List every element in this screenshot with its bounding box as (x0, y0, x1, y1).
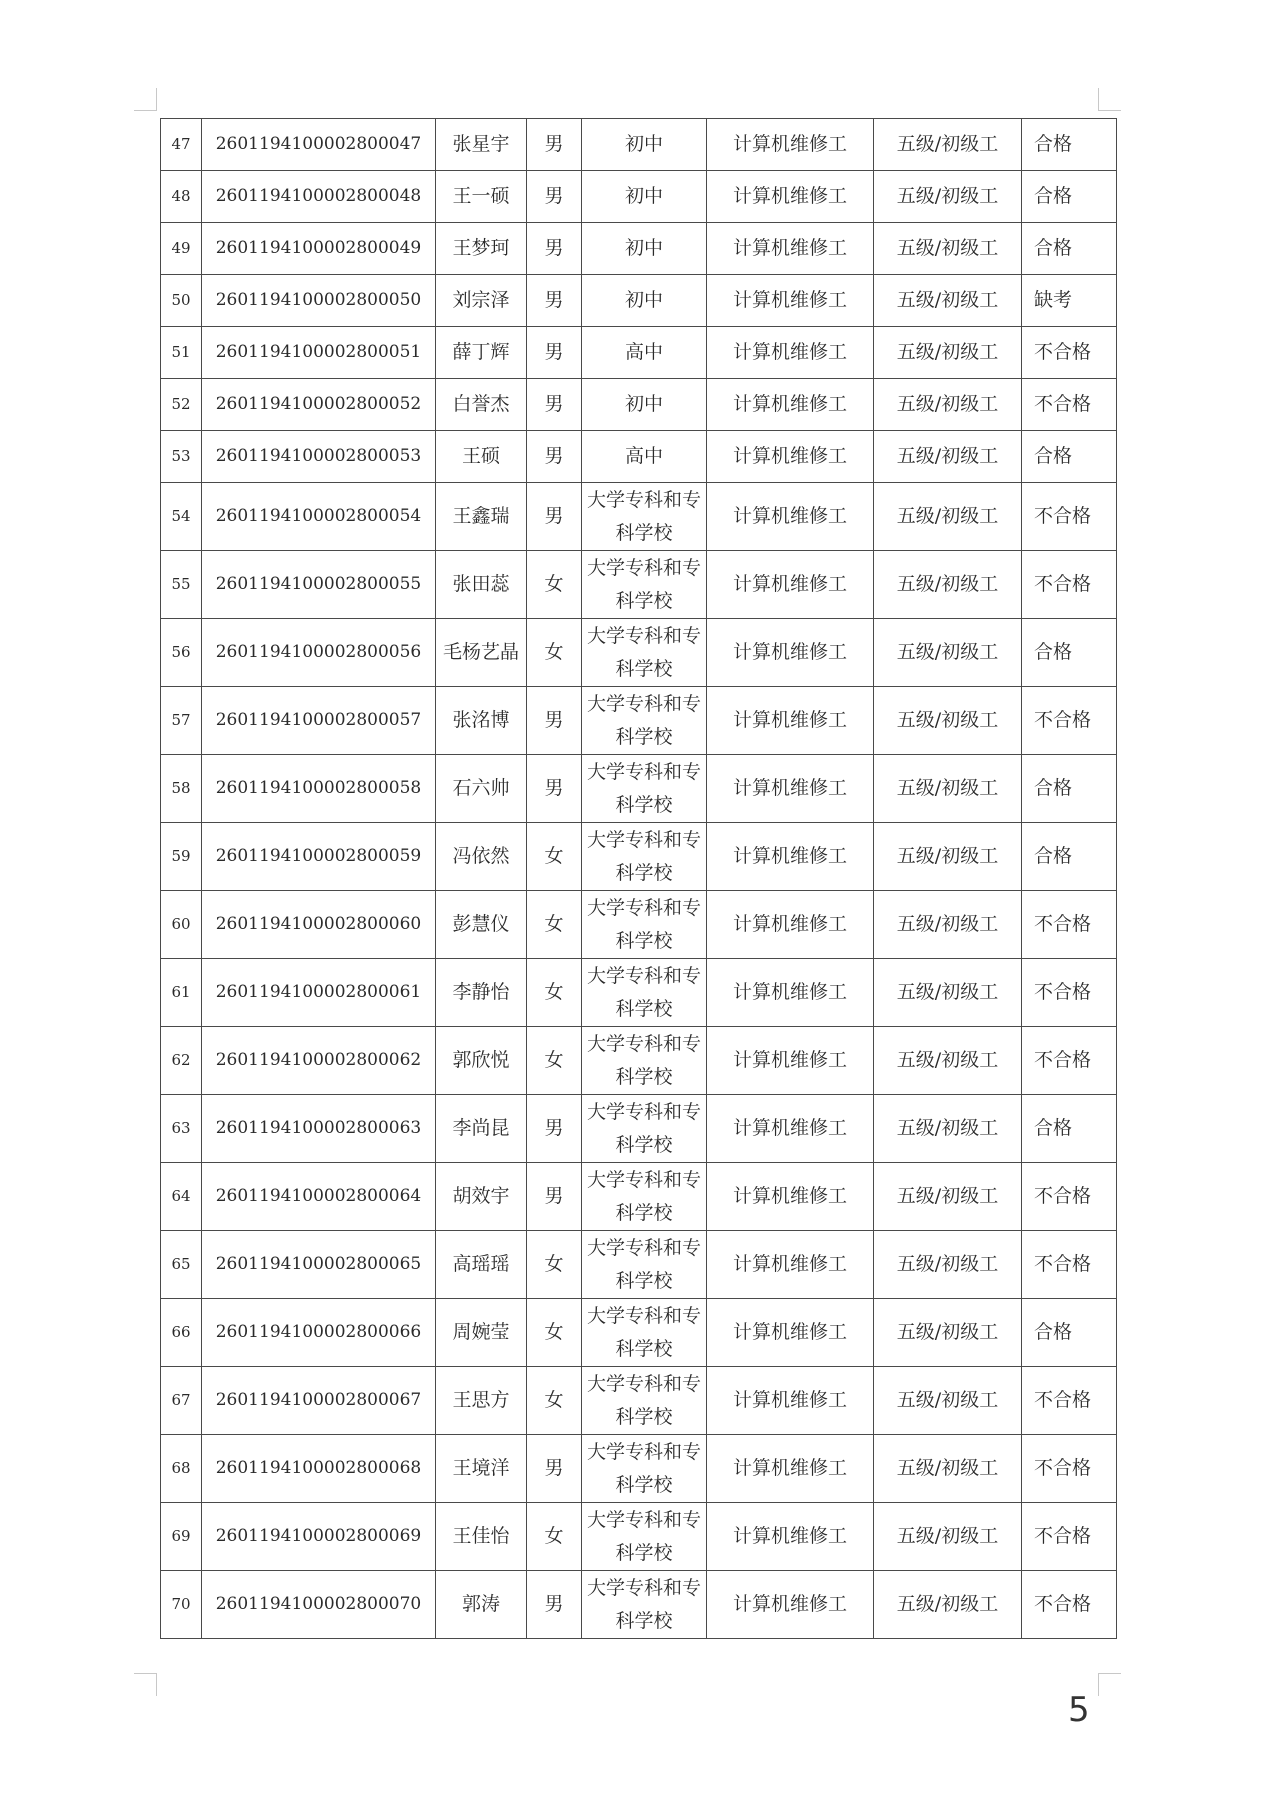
exam-result-cell: 合格 (1022, 1095, 1117, 1163)
occupation-cell: 计算机维修工 (707, 223, 874, 275)
candidate-name-cell: 高瑶瑶 (436, 1231, 527, 1299)
education-level-cell: 初中 (582, 379, 707, 431)
education-level-cell: 初中 (582, 119, 707, 171)
occupation-cell: 计算机维修工 (707, 431, 874, 483)
gender-cell: 女 (527, 1367, 582, 1435)
table-row (161, 119, 1117, 171)
education-level-cell: 大学专科和专科学校 (582, 1299, 707, 1367)
skill-level-cell: 五级/初级工 (874, 431, 1022, 483)
exam-result-cell: 合格 (1022, 119, 1117, 171)
table-row (161, 171, 1117, 223)
education-level-cell: 初中 (582, 275, 707, 327)
row-number-cell: 64 (161, 1163, 202, 1231)
gender-cell: 女 (527, 891, 582, 959)
table-row (161, 1027, 1117, 1095)
candidate-name-cell: 王境洋 (436, 1435, 527, 1503)
exam-result-cell: 不合格 (1022, 1367, 1117, 1435)
exam-result-cell: 合格 (1022, 619, 1117, 687)
row-number-cell: 60 (161, 891, 202, 959)
candidate-id-cell: 2601194100002800063 (202, 1095, 436, 1163)
exam-result-cell: 合格 (1022, 223, 1117, 275)
row-number-cell: 63 (161, 1095, 202, 1163)
candidate-id-cell: 2601194100002800066 (202, 1299, 436, 1367)
education-level-cell: 高中 (582, 327, 707, 379)
table-row (161, 431, 1117, 483)
skill-level-cell: 五级/初级工 (874, 1299, 1022, 1367)
education-level-cell: 大学专科和专科学校 (582, 823, 707, 891)
skill-level-cell: 五级/初级工 (874, 755, 1022, 823)
exam-result-cell: 不合格 (1022, 959, 1117, 1027)
skill-level-cell: 五级/初级工 (874, 1163, 1022, 1231)
row-number-cell: 58 (161, 755, 202, 823)
gender-cell: 男 (527, 171, 582, 223)
skill-level-cell: 五级/初级工 (874, 1095, 1022, 1163)
occupation-cell: 计算机维修工 (707, 1503, 874, 1571)
occupation-cell: 计算机维修工 (707, 379, 874, 431)
candidate-name-cell: 王梦珂 (436, 223, 527, 275)
occupation-cell: 计算机维修工 (707, 1571, 874, 1639)
candidate-id-cell: 2601194100002800048 (202, 171, 436, 223)
candidate-name-cell: 白誉杰 (436, 379, 527, 431)
page-number: 5 (1068, 1690, 1090, 1730)
results-table (160, 118, 1117, 1639)
candidate-id-cell: 2601194100002800052 (202, 379, 436, 431)
skill-level-cell: 五级/初级工 (874, 1571, 1022, 1639)
exam-result-cell: 不合格 (1022, 327, 1117, 379)
exam-result-cell: 不合格 (1022, 1571, 1117, 1639)
candidate-name-cell: 胡效宇 (436, 1163, 527, 1231)
gender-cell: 男 (527, 275, 582, 327)
education-level-cell: 大学专科和专科学校 (582, 1571, 707, 1639)
row-number-cell: 47 (161, 119, 202, 171)
row-number-cell: 68 (161, 1435, 202, 1503)
table-row (161, 1231, 1117, 1299)
candidate-name-cell: 石六帅 (436, 755, 527, 823)
skill-level-cell: 五级/初级工 (874, 223, 1022, 275)
skill-level-cell: 五级/初级工 (874, 379, 1022, 431)
occupation-cell: 计算机维修工 (707, 1231, 874, 1299)
skill-level-cell: 五级/初级工 (874, 1435, 1022, 1503)
education-level-cell: 初中 (582, 223, 707, 275)
table-row (161, 1095, 1117, 1163)
row-number-cell: 59 (161, 823, 202, 891)
exam-result-cell: 不合格 (1022, 687, 1117, 755)
occupation-cell: 计算机维修工 (707, 1027, 874, 1095)
candidate-id-cell: 2601194100002800057 (202, 687, 436, 755)
candidate-id-cell: 2601194100002800049 (202, 223, 436, 275)
gender-cell: 男 (527, 483, 582, 551)
gender-cell: 男 (527, 1435, 582, 1503)
crop-mark-top-left (134, 88, 157, 111)
candidate-name-cell: 李静怡 (436, 959, 527, 1027)
candidate-name-cell: 李尚昆 (436, 1095, 527, 1163)
skill-level-cell: 五级/初级工 (874, 483, 1022, 551)
candidate-name-cell: 王硕 (436, 431, 527, 483)
candidate-name-cell: 冯依然 (436, 823, 527, 891)
table-row (161, 379, 1117, 431)
occupation-cell: 计算机维修工 (707, 119, 874, 171)
exam-result-cell: 不合格 (1022, 1503, 1117, 1571)
candidate-id-cell: 2601194100002800054 (202, 483, 436, 551)
gender-cell: 男 (527, 1095, 582, 1163)
candidate-name-cell: 王一硕 (436, 171, 527, 223)
table-row (161, 687, 1117, 755)
exam-result-cell: 合格 (1022, 171, 1117, 223)
education-level-cell: 大学专科和专科学校 (582, 891, 707, 959)
skill-level-cell: 五级/初级工 (874, 327, 1022, 379)
skill-level-cell: 五级/初级工 (874, 1027, 1022, 1095)
gender-cell: 男 (527, 327, 582, 379)
education-level-cell: 大学专科和专科学校 (582, 687, 707, 755)
education-level-cell: 高中 (582, 431, 707, 483)
candidate-name-cell: 郭涛 (436, 1571, 527, 1639)
exam-result-cell: 合格 (1022, 823, 1117, 891)
occupation-cell: 计算机维修工 (707, 327, 874, 379)
row-number-cell: 51 (161, 327, 202, 379)
row-number-cell: 61 (161, 959, 202, 1027)
candidate-name-cell: 王佳怡 (436, 1503, 527, 1571)
education-level-cell: 大学专科和专科学校 (582, 1027, 707, 1095)
row-number-cell: 62 (161, 1027, 202, 1095)
table-body (161, 119, 1117, 1639)
education-level-cell: 大学专科和专科学校 (582, 1503, 707, 1571)
row-number-cell: 52 (161, 379, 202, 431)
candidate-id-cell: 2601194100002800062 (202, 1027, 436, 1095)
table-row (161, 891, 1117, 959)
education-level-cell: 大学专科和专科学校 (582, 1231, 707, 1299)
occupation-cell: 计算机维修工 (707, 619, 874, 687)
candidate-name-cell: 薛丁辉 (436, 327, 527, 379)
table-row (161, 275, 1117, 327)
table-row (161, 1503, 1117, 1571)
education-level-cell: 大学专科和专科学校 (582, 1163, 707, 1231)
occupation-cell: 计算机维修工 (707, 959, 874, 1027)
candidate-id-cell: 2601194100002800053 (202, 431, 436, 483)
row-number-cell: 50 (161, 275, 202, 327)
skill-level-cell: 五级/初级工 (874, 551, 1022, 619)
table-row (161, 551, 1117, 619)
table-row (161, 1435, 1117, 1503)
skill-level-cell: 五级/初级工 (874, 1503, 1022, 1571)
education-level-cell: 大学专科和专科学校 (582, 755, 707, 823)
row-number-cell: 70 (161, 1571, 202, 1639)
candidate-name-cell: 郭欣悦 (436, 1027, 527, 1095)
skill-level-cell: 五级/初级工 (874, 619, 1022, 687)
skill-level-cell: 五级/初级工 (874, 1367, 1022, 1435)
gender-cell: 女 (527, 619, 582, 687)
row-number-cell: 69 (161, 1503, 202, 1571)
row-number-cell: 53 (161, 431, 202, 483)
candidate-id-cell: 2601194100002800061 (202, 959, 436, 1027)
exam-result-cell: 缺考 (1022, 275, 1117, 327)
row-number-cell: 49 (161, 223, 202, 275)
table-row (161, 755, 1117, 823)
skill-level-cell: 五级/初级工 (874, 959, 1022, 1027)
gender-cell: 男 (527, 687, 582, 755)
table-row (161, 1163, 1117, 1231)
candidate-id-cell: 2601194100002800058 (202, 755, 436, 823)
exam-result-cell: 合格 (1022, 1299, 1117, 1367)
row-number-cell: 66 (161, 1299, 202, 1367)
occupation-cell: 计算机维修工 (707, 1095, 874, 1163)
exam-result-cell: 不合格 (1022, 1435, 1117, 1503)
exam-result-cell: 合格 (1022, 431, 1117, 483)
occupation-cell: 计算机维修工 (707, 755, 874, 823)
candidate-name-cell: 周婉莹 (436, 1299, 527, 1367)
exam-result-cell: 不合格 (1022, 551, 1117, 619)
occupation-cell: 计算机维修工 (707, 171, 874, 223)
candidate-id-cell: 2601194100002800060 (202, 891, 436, 959)
gender-cell: 男 (527, 431, 582, 483)
candidate-id-cell: 2601194100002800056 (202, 619, 436, 687)
occupation-cell: 计算机维修工 (707, 1299, 874, 1367)
skill-level-cell: 五级/初级工 (874, 275, 1022, 327)
exam-result-cell: 不合格 (1022, 379, 1117, 431)
candidate-name-cell: 张田蕊 (436, 551, 527, 619)
exam-result-cell: 不合格 (1022, 1231, 1117, 1299)
skill-level-cell: 五级/初级工 (874, 891, 1022, 959)
education-level-cell: 大学专科和专科学校 (582, 1367, 707, 1435)
gender-cell: 女 (527, 823, 582, 891)
candidate-id-cell: 2601194100002800069 (202, 1503, 436, 1571)
gender-cell: 女 (527, 1299, 582, 1367)
row-number-cell: 57 (161, 687, 202, 755)
row-number-cell: 54 (161, 483, 202, 551)
gender-cell: 女 (527, 959, 582, 1027)
occupation-cell: 计算机维修工 (707, 1163, 874, 1231)
education-level-cell: 大学专科和专科学校 (582, 619, 707, 687)
gender-cell: 男 (527, 119, 582, 171)
skill-level-cell: 五级/初级工 (874, 1231, 1022, 1299)
candidate-id-cell: 2601194100002800065 (202, 1231, 436, 1299)
candidate-id-cell: 2601194100002800047 (202, 119, 436, 171)
exam-result-cell: 合格 (1022, 755, 1117, 823)
candidate-id-cell: 2601194100002800059 (202, 823, 436, 891)
row-number-cell: 55 (161, 551, 202, 619)
gender-cell: 女 (527, 1503, 582, 1571)
gender-cell: 女 (527, 551, 582, 619)
occupation-cell: 计算机维修工 (707, 551, 874, 619)
occupation-cell: 计算机维修工 (707, 823, 874, 891)
crop-mark-top-right (1098, 88, 1121, 111)
table-row (161, 223, 1117, 275)
occupation-cell: 计算机维修工 (707, 891, 874, 959)
gender-cell: 男 (527, 755, 582, 823)
gender-cell: 女 (527, 1027, 582, 1095)
exam-result-cell: 不合格 (1022, 1027, 1117, 1095)
exam-result-cell: 不合格 (1022, 891, 1117, 959)
row-number-cell: 65 (161, 1231, 202, 1299)
education-level-cell: 大学专科和专科学校 (582, 1435, 707, 1503)
crop-mark-bottom-right (1098, 1673, 1121, 1696)
table-row (161, 327, 1117, 379)
candidate-id-cell: 2601194100002800050 (202, 275, 436, 327)
skill-level-cell: 五级/初级工 (874, 171, 1022, 223)
candidate-id-cell: 2601194100002800055 (202, 551, 436, 619)
candidate-name-cell: 王思方 (436, 1367, 527, 1435)
candidate-name-cell: 张星宇 (436, 119, 527, 171)
candidate-name-cell: 张洺博 (436, 687, 527, 755)
gender-cell: 男 (527, 1163, 582, 1231)
skill-level-cell: 五级/初级工 (874, 119, 1022, 171)
candidate-id-cell: 2601194100002800067 (202, 1367, 436, 1435)
gender-cell: 男 (527, 379, 582, 431)
exam-result-cell: 不合格 (1022, 483, 1117, 551)
table-row (161, 823, 1117, 891)
table-row (161, 483, 1117, 551)
table-row (161, 1571, 1117, 1639)
row-number-cell: 48 (161, 171, 202, 223)
candidate-id-cell: 2601194100002800068 (202, 1435, 436, 1503)
gender-cell: 男 (527, 1571, 582, 1639)
education-level-cell: 大学专科和专科学校 (582, 959, 707, 1027)
candidate-name-cell: 王鑫瑞 (436, 483, 527, 551)
gender-cell: 女 (527, 1231, 582, 1299)
gender-cell: 男 (527, 223, 582, 275)
occupation-cell: 计算机维修工 (707, 1435, 874, 1503)
candidate-name-cell: 刘宗泽 (436, 275, 527, 327)
row-number-cell: 56 (161, 619, 202, 687)
table-row (161, 1299, 1117, 1367)
candidate-name-cell: 彭慧仪 (436, 891, 527, 959)
row-number-cell: 67 (161, 1367, 202, 1435)
candidate-id-cell: 2601194100002800070 (202, 1571, 436, 1639)
table-row (161, 959, 1117, 1027)
exam-result-cell: 不合格 (1022, 1163, 1117, 1231)
candidate-name-cell: 毛杨艺晶 (436, 619, 527, 687)
occupation-cell: 计算机维修工 (707, 483, 874, 551)
occupation-cell: 计算机维修工 (707, 687, 874, 755)
crop-mark-bottom-left (134, 1673, 157, 1696)
skill-level-cell: 五级/初级工 (874, 687, 1022, 755)
education-level-cell: 大学专科和专科学校 (582, 483, 707, 551)
education-level-cell: 大学专科和专科学校 (582, 1095, 707, 1163)
skill-level-cell: 五级/初级工 (874, 823, 1022, 891)
education-level-cell: 初中 (582, 171, 707, 223)
table-row (161, 619, 1117, 687)
candidate-id-cell: 2601194100002800051 (202, 327, 436, 379)
table-row (161, 1367, 1117, 1435)
education-level-cell: 大学专科和专科学校 (582, 551, 707, 619)
candidate-id-cell: 2601194100002800064 (202, 1163, 436, 1231)
occupation-cell: 计算机维修工 (707, 275, 874, 327)
occupation-cell: 计算机维修工 (707, 1367, 874, 1435)
